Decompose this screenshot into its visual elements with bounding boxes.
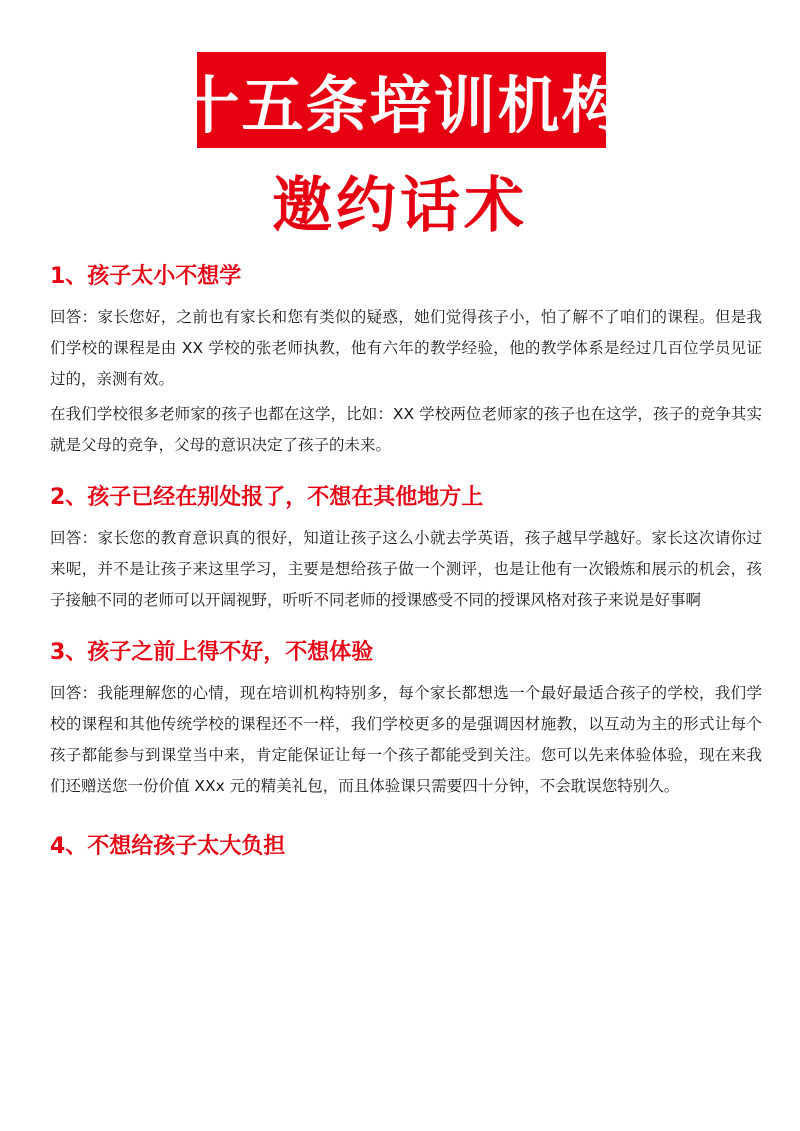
answer-paragraph: 在我们学校很多老师家的孩子也都在这学，比如：XX 学校两位老师家的孩子也在这学，孩子的竞争其实就是父母的竞争，父母的意识决定了孩子的未来。 — [50, 405, 762, 454]
section-2 — [50, 483, 762, 616]
section-4 — [50, 832, 762, 862]
title-banner — [177, 52, 626, 148]
document-body — [50, 254, 762, 872]
page-title: 十五条培训机构 — [177, 68, 626, 142]
section-1 — [50, 262, 762, 461]
page-subtitle: 邀约话术 — [272, 171, 528, 241]
section-heading: 3、孩子之前上得不好，不想体验 — [50, 640, 374, 665]
answer-paragraph: 回答：家长您的教育意识真的很好，知道让孩子这么小就去学英语，孩子越早学越好。家长这次请你过来呢，并不是让孩子来这里学习，主要是想给孩子做一个测评，也是让他有一次锻炼和展示的机会，孩子接触不同的老师可以开阔视野，听听不同老师的授课感受不同的授课风格对孩子来说是好事啊 — [50, 529, 762, 609]
section-heading: 1、孩子太小不想学 — [50, 264, 242, 289]
answer-paragraph: 回答：家长您好，之前也有家长和您有类似的疑惑，她们觉得孩子小，怕了解不了咱们的课程。但是我们学校的课程是由 XX 学校的张老师执教，他有六年的教学经验，他的教学体系是经过几百位学员见证过的，亲测有效。 — [50, 308, 762, 388]
section-heading: 4、不想给孩子太大负担 — [50, 834, 286, 859]
answer-paragraph: 回答：我能理解您的心情，现在培训机构特别多，每个家长都想选一个最好最适合孩子的学校，我们学校的课程和其他传统学校的课程还不一样，我们学校更多的是强调因材施教，以互动为主的形式让每个孩子都能参与到课堂当中来，肯定能保证让每一个孩子都能受到关注。您可以先来体验体验，现在来我们还赠送您一份价值 XXx 元的精美礼包，而且体验课只需要四十分钟，不会耽误您特别久。 — [50, 684, 762, 795]
section-3 — [50, 638, 762, 802]
section-heading: 2、孩子已经在别处报了，不想在其他地方上 — [50, 485, 484, 510]
